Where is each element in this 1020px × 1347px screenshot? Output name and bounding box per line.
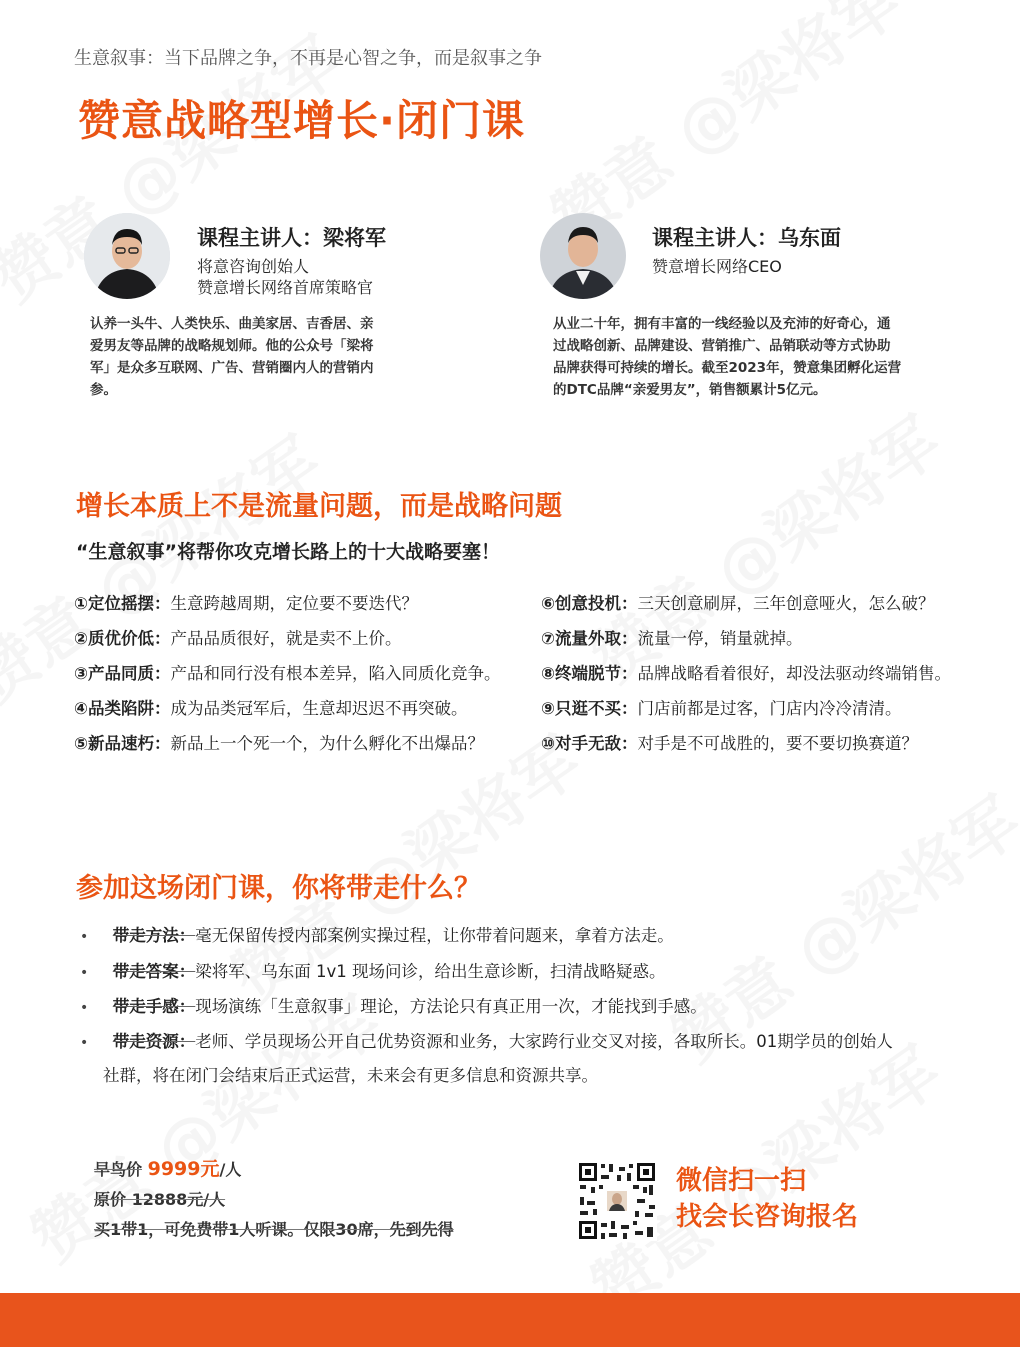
takeaway-key: 带走资源：: [112, 1032, 196, 1051]
takeaway-text: 现场演练「生意叙事」理论，方法论只有真正用一次，才能找到手感。: [195, 997, 707, 1016]
takeaway-item: [80, 1028, 893, 1052]
bullet: •: [80, 1035, 89, 1051]
strategy-item: [74, 625, 401, 649]
original-price: [94, 1187, 225, 1210]
bio-line: 认养一头牛、人类快乐、曲美家居、吉香居、亲: [90, 316, 374, 332]
takeaway-key: 带走手感：: [112, 997, 196, 1016]
watermark: [570, 392, 956, 700]
strategy-item: [74, 730, 484, 754]
early-label: 早鸟价: [94, 1160, 143, 1179]
early-bird-price: [94, 1154, 241, 1181]
strategy-item-text: 门店前都是过客，门店内冷冷清清。: [637, 699, 902, 718]
strategy-item: [541, 590, 934, 614]
speaker-bio: [90, 313, 410, 401]
strategy-item: [74, 695, 467, 719]
speaker-role: 将意咨询创始人: [197, 257, 310, 276]
strategy-item: [74, 660, 500, 684]
speaker-name: 课程主讲人：乌东面: [652, 226, 841, 250]
speaker-avatar: [540, 213, 626, 299]
strategy-item-key: ②质优价低：: [74, 629, 171, 648]
offer-text: [94, 1217, 454, 1240]
strategy-item: [74, 590, 418, 614]
early-price: 9999元: [147, 1158, 220, 1180]
speaker-avatar: [84, 213, 170, 299]
strategy-item-text: 对手是不可战胜的，要不要切换赛道？: [637, 734, 918, 753]
cta-scan: 微信扫一扫: [676, 1166, 807, 1196]
strategy-item-key: ⑨只逛不买：: [541, 699, 638, 718]
strategy-item: [541, 695, 901, 719]
bio-line: 过战略创新、品牌建设、营销推广、品销联动等方式协助: [553, 338, 891, 354]
section-subheading: “生意叙事”将帮你攻克增长路上的十大战略要塞！: [76, 541, 500, 563]
tagline: 生意叙事：当下品牌之争，不再是心智之争，而是叙事之争: [74, 48, 542, 69]
takeaway-item: [80, 922, 674, 946]
takeaway-text: 毫无保留传授内部案例实操过程，让你带着问题来，拿着方法走。: [195, 926, 674, 945]
strategy-item-key: ①定位摇摆：: [74, 594, 171, 613]
bio-line: 的DTC品牌“亲爱男友”，销售额累计5亿元。: [553, 382, 827, 398]
strategy-item-key: ③产品同质：: [74, 664, 171, 683]
takeaway-item: [80, 958, 666, 982]
strategy-item-text: 生意跨越周期，定位要不要迭代？: [170, 594, 418, 613]
bullet: •: [80, 929, 89, 945]
speaker-bio: [553, 313, 953, 401]
strategy-item-text: 产品和同行没有根本差异，陷入同质化竞争。: [170, 664, 501, 683]
strategy-item: [541, 660, 951, 684]
strategy-item-key: ⑩对手无敌：: [541, 734, 638, 753]
speaker-name: 课程主讲人：梁将军: [197, 226, 386, 250]
bio-line: 军」是众多互联网、广告、营销圈内人的营销内: [90, 360, 374, 376]
strategy-item-key: ⑤新品速朽：: [74, 734, 171, 753]
takeaway-continuation: 社群，将在闭门会结束后正式运营，未来会有更多信息和资源共享。: [103, 1066, 598, 1085]
bio-line: 参。: [90, 382, 117, 398]
original-price-text: 原价 12888元/人: [94, 1190, 226, 1209]
early-unit: /人: [219, 1160, 242, 1179]
section-heading: 参加这场闭门课，你将带走什么？: [76, 873, 481, 904]
strategy-item-text: 三天创意刷屏，三年创意哑火，怎么破？: [637, 594, 935, 613]
takeaway-item: [80, 993, 707, 1017]
strategy-item: [541, 625, 802, 649]
speaker-role: 赞意增长网络CEO: [652, 257, 782, 276]
takeaway-key: 带走方法：: [112, 926, 196, 945]
bio-line: 品牌获得可持续的增长。截至2023年，赞意集团孵化运营: [553, 360, 902, 376]
takeaway-key: 带走答案：: [112, 962, 196, 981]
strategy-item: [541, 730, 918, 754]
strategy-item-text: 品牌战略看着很好，却没法驱动终端销售。: [637, 664, 951, 683]
bullet: •: [80, 965, 89, 981]
bullet: •: [80, 1000, 89, 1016]
speaker-role: 赞意增长网络首席策略官: [197, 278, 374, 297]
offer-line: 买1带1，可免费带1人听课。仅限30席，先到先得: [94, 1220, 454, 1239]
strategy-item-key: ④品类陷阱：: [74, 699, 171, 718]
strategy-item-key: ⑥创意投机：: [541, 594, 638, 613]
bio-line: 爱男友等品牌的战略规划师。他的公众号「梁将: [90, 338, 374, 354]
strategy-item-key: ⑦流量外取：: [541, 629, 638, 648]
cta-contact: 找会长咨询报名: [676, 1202, 859, 1232]
takeaway-text: 老师、学员现场公开自己优势资源和业务，大家跨行业交叉对接，各取所长。01期学员的创始人: [195, 1032, 893, 1051]
strategy-item-text: 流量一停，销量就掉。: [637, 629, 803, 648]
section-heading: 增长本质上不是流量问题，而是战略问题: [76, 491, 562, 522]
strategy-item-text: 新品上一个死一个，为什么孵化不出爆品？: [170, 734, 484, 753]
qr-code[interactable]: [577, 1161, 657, 1241]
page-title: 赞意战略型增长·闭门课: [78, 96, 525, 145]
strategy-item-key: ⑧终端脱节：: [541, 664, 638, 683]
strategy-item-text: 产品品质很好，就是卖不上价。: [170, 629, 402, 648]
footer-bar: [0, 1293, 1020, 1347]
takeaway-text: 梁将军、乌东面 1v1 现场问诊，给出生意诊断，扫清战略疑惑。: [195, 962, 666, 981]
bio-line: 从业二十年，拥有丰富的一线经验以及充沛的好奇心，通: [553, 316, 891, 332]
strategy-item-text: 成为品类冠军后，生意却迟迟不再突破。: [170, 699, 468, 718]
